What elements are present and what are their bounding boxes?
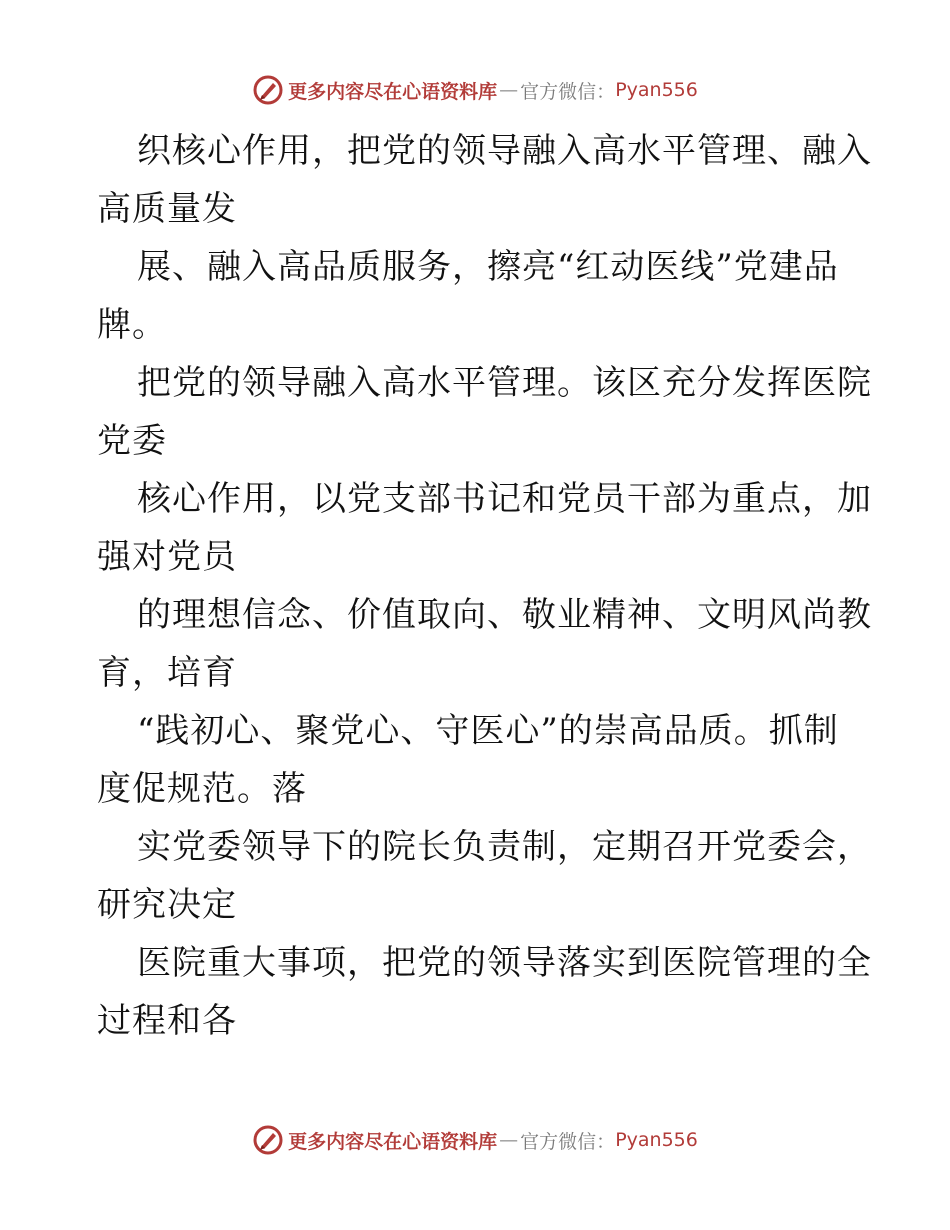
text-line: 强对党员	[97, 537, 237, 577]
text-line: 织核心作用，把党的领导融入高水平管理、融入	[137, 131, 872, 171]
text-line: 的理想信念、价值取向、敬业精神、文明风尚教	[137, 595, 872, 635]
banner-site-text: 更多内容尽在心语资料库	[288, 1130, 498, 1153]
text-line: 医院重大事项，把党的领导落实到医院管理的全	[137, 943, 872, 983]
quill-pen-logo-icon	[252, 74, 284, 106]
text-line: 把党的领导融入高水平管理。该区充分发挥医院	[137, 363, 872, 403]
header-banner	[0, 70, 950, 110]
banner-site-text: 更多内容尽在心语资料库	[288, 80, 498, 103]
text-line: 核心作用，以党支部书记和党员干部为重点，加	[137, 479, 872, 519]
document-body	[97, 122, 872, 1050]
text-line: 过程和各	[97, 1001, 237, 1041]
text-line: “践初心、聚党心、守医心”的崇高品质。抓制	[137, 711, 839, 751]
banner-wechat-id: Pyan556	[615, 79, 698, 101]
banner-wechat-label: 官方微信：	[520, 1130, 616, 1153]
footer-banner	[0, 1120, 950, 1160]
text-line: 研究决定	[97, 885, 237, 925]
banner-wechat-id: Pyan556	[615, 1129, 698, 1151]
text-line: 实党委领导下的院长负责制，定期召开党委会，	[137, 827, 872, 867]
text-line: 党委	[97, 421, 167, 461]
banner-dash: —	[499, 1129, 519, 1151]
text-line: 高质量发	[97, 189, 237, 229]
banner-dash: —	[499, 79, 519, 101]
text-line: 牌。	[97, 305, 167, 345]
text-line: 度促规范。落	[97, 769, 307, 809]
text-line: 展、融入高品质服务，擦亮“红动医线”党建品	[137, 247, 839, 287]
quill-pen-logo-icon	[252, 1124, 284, 1156]
banner-wechat-label: 官方微信：	[520, 80, 616, 103]
text-line: 育，培育	[97, 653, 237, 693]
